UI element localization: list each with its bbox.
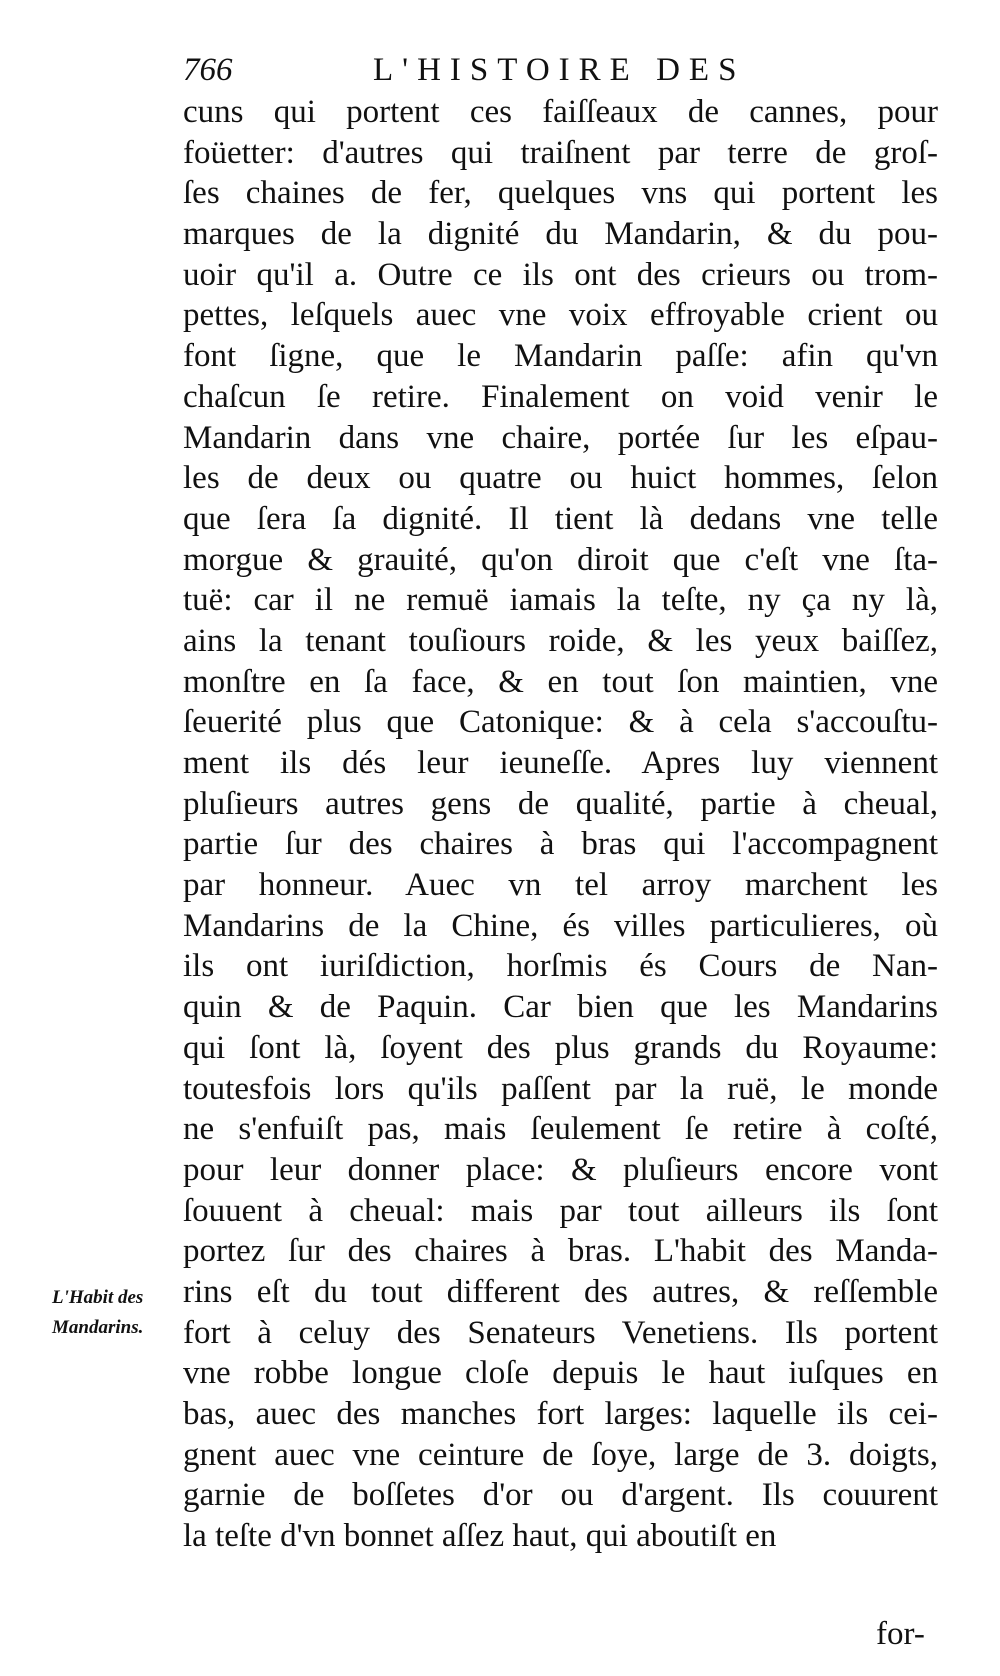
text-line: la teſte d'vn bonnet aſſez haut, qui aboutiſt en [183, 1518, 777, 1555]
text-line: ſes chaines de fer, quelques vns qui portent les [183, 175, 938, 212]
text-line: ains la tenant touſiours roide, & les yeux baiſſez, [183, 622, 938, 659]
text-line: uoir qu'il a. Outre ce ils ont des crieurs ou trom- [183, 256, 938, 293]
text-line: rins eſt du tout different des autres, & reſſemble [183, 1273, 938, 1310]
text-line: morgue & grauité, qu'on diroit que c'eſt vne ſta- [183, 541, 938, 578]
text-line: ne s'enfuiſt pas, mais ſeulement ſe retire à coſté, [183, 1111, 938, 1148]
text-line: monſtre en ſa face, & en tout ſon maintien, vne [183, 663, 938, 700]
text-line: vne robbe longue cloſe depuis le haut iuſques en [183, 1355, 938, 1392]
text-line: gnent auec vne ceinture de ſoye, large de 3. doigts, [183, 1436, 938, 1473]
text-line: font ſigne, que le Mandarin paſſe: afin qu'vn [183, 338, 938, 375]
text-line: Mandarin dans vne chaire, portée ſur les eſpau- [183, 419, 938, 456]
text-line: portez ſur des chaires à bras. L'habit des Manda- [183, 1233, 938, 1270]
text-line: foüetter: d'autres qui traiſnent par terre de groſ- [183, 134, 938, 171]
text-line: marques de la dignité du Mandarin, & du pou- [183, 216, 938, 253]
page-number: 766 [183, 52, 233, 88]
text-line: que ſera ſa dignité. Il tient là dedans vne telle [183, 500, 938, 537]
text-line: par honneur. Auec vn tel arroy marchent les [183, 867, 938, 904]
body-text [183, 92, 938, 1557]
text-line: qui ſont là, ſoyent des plus grands du Royaume: [183, 1029, 938, 1066]
text-line: les de deux ou quatre ou huict hommes, ſelon [183, 460, 938, 497]
margin-note-line: Mandarins. [52, 1317, 144, 1338]
text-line: Mandarins de la Chine, és villes particulieres, où [183, 907, 938, 944]
catchword: for- [876, 1616, 925, 1652]
text-line: chaſcun ſe retire. Finalement on void venir le [183, 378, 938, 415]
text-line: partie ſur des chaires à bras qui l'accompagnent [183, 826, 938, 863]
text-line: fort à celuy des Senateurs Venetiens. Ils portent [183, 1314, 938, 1351]
text-line: ſeuerité plus que Catonique: & à cela s'accouſtu- [183, 704, 938, 741]
text-line: ment ils dés leur ieuneſſe. Apres luy viennent [183, 745, 938, 781]
margin-note-line: L'Habit des [52, 1287, 144, 1308]
text-line: pluſieurs autres gens de qualité, partie à cheual, [183, 785, 938, 822]
text-line: pettes, leſquels auec vne voix effroyable crient ou [183, 297, 938, 334]
text-line: tuë: car il ne remuë iamais la teſte, ny ça ny là, [183, 582, 938, 619]
text-line: pour leur donner place: & pluſieurs encore vont [183, 1151, 938, 1188]
text-line: cuns qui portent ces faiſſeaux de cannes, pour [183, 94, 938, 130]
text-line: bas, auec des manches fort larges: laquelle ils cei- [183, 1396, 938, 1432]
text-line: ils ont iuriſdiction, horſmis és Cours de Nan- [183, 948, 938, 985]
text-line: quin & de Paquin. Car bien que les Mandarins [183, 989, 938, 1026]
text-line: garnie de boſſetes d'or ou d'argent. Ils couurent [183, 1477, 938, 1514]
margin-note [52, 1283, 182, 1343]
text-line: ſouuent à cheual: mais par tout ailleurs ils ſont [183, 1192, 938, 1229]
text-line: toutesfois lors qu'ils paſſent par la ruë, le monde [183, 1070, 938, 1107]
running-head: L'HISTOIRE DES [373, 52, 746, 88]
page-header [183, 48, 823, 92]
